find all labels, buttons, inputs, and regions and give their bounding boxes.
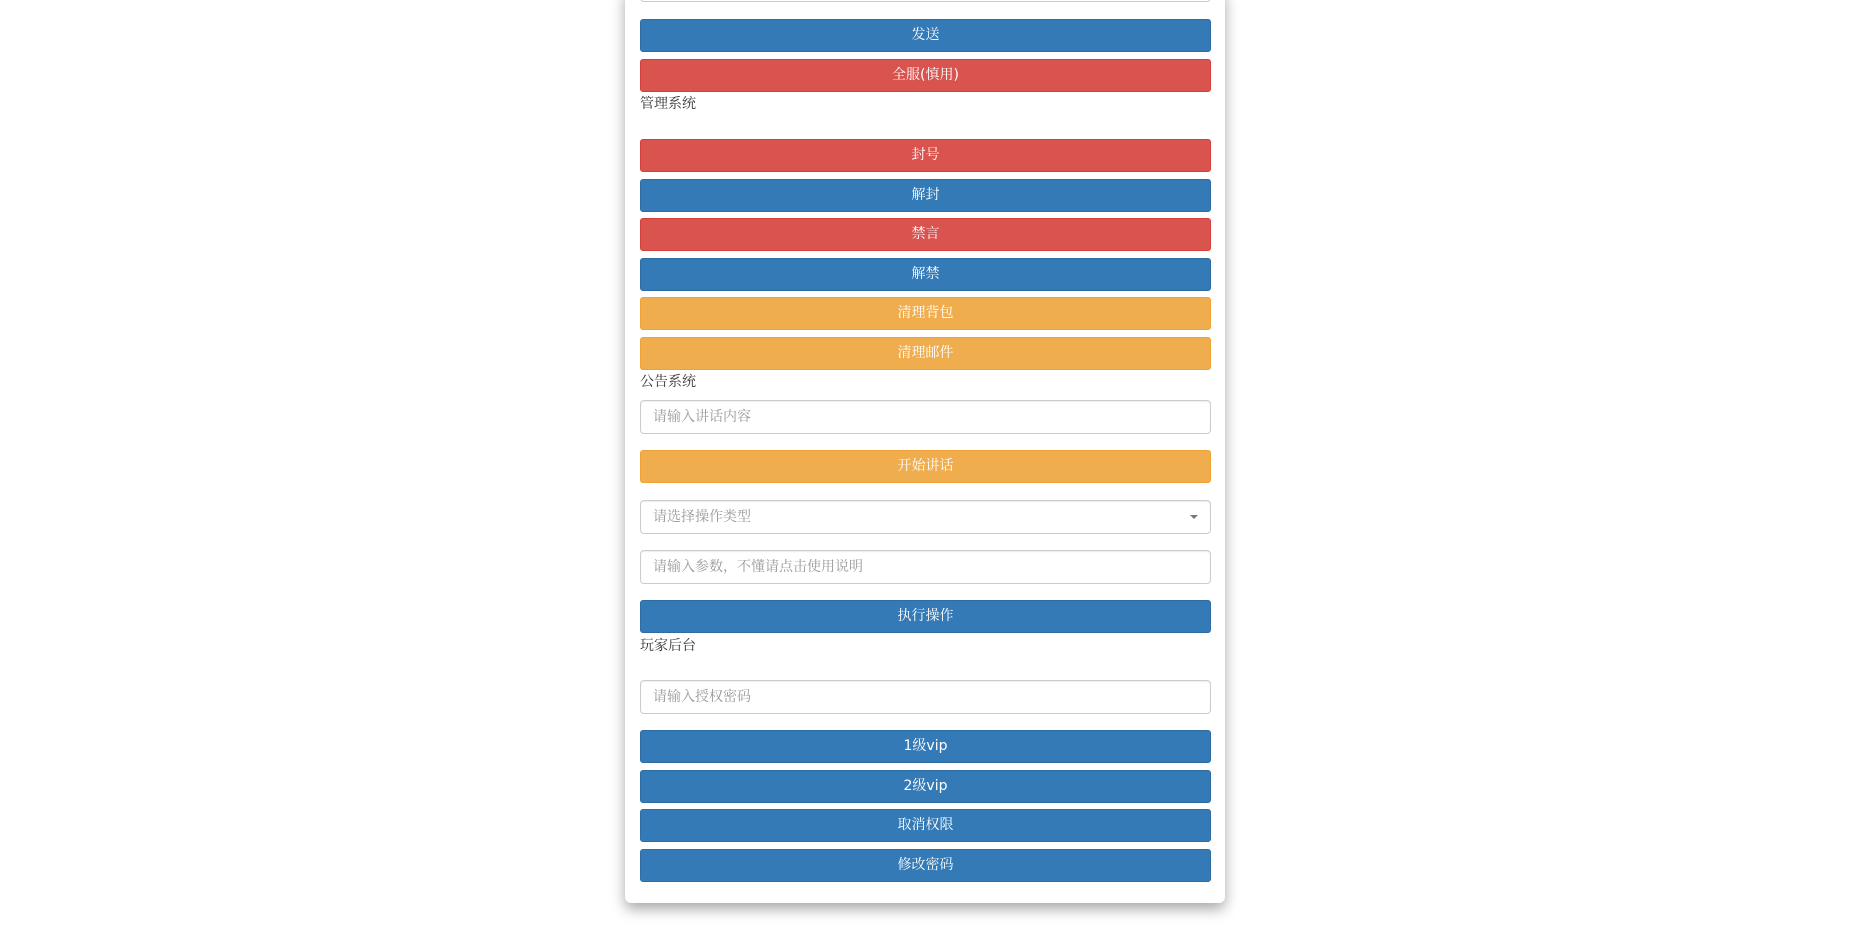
announcement-title: 公告系统 — [640, 374, 696, 390]
unban-button[interactable]: 解封 — [640, 179, 1211, 212]
start-speech-button[interactable]: 开始讲话 — [640, 450, 1211, 483]
send-button[interactable]: 发送 — [640, 19, 1211, 52]
management-title: 管理系统 — [640, 96, 696, 112]
ban-button[interactable]: 封号 — [640, 139, 1211, 172]
mute-button[interactable]: 禁言 — [640, 218, 1211, 251]
vip1-button[interactable]: 1级vip — [640, 730, 1211, 763]
top-input-partial[interactable] — [640, 0, 1211, 2]
operation-type-placeholder: 请选择操作类型 — [653, 509, 751, 525]
all-server-button[interactable]: 全服(慎用) — [640, 59, 1211, 92]
execute-button[interactable]: 执行操作 — [640, 600, 1211, 633]
change-password-button[interactable]: 修改密码 — [640, 849, 1211, 882]
vip2-button[interactable]: 2级vip — [640, 770, 1211, 803]
operation-type-select[interactable] — [640, 500, 1211, 534]
chevron-down-icon — [1190, 515, 1198, 519]
param-input[interactable] — [640, 550, 1211, 584]
revoke-permission-button[interactable]: 取消权限 — [640, 809, 1211, 842]
unmute-button[interactable]: 解禁 — [640, 258, 1211, 291]
speech-input[interactable] — [640, 400, 1211, 434]
clear-bag-button[interactable]: 清理背包 — [640, 297, 1211, 330]
player-backend-title: 玩家后台 — [640, 638, 696, 654]
clear-mail-button[interactable]: 清理邮件 — [640, 337, 1211, 370]
auth-password-input[interactable] — [640, 680, 1211, 714]
admin-panel — [625, 0, 1225, 903]
